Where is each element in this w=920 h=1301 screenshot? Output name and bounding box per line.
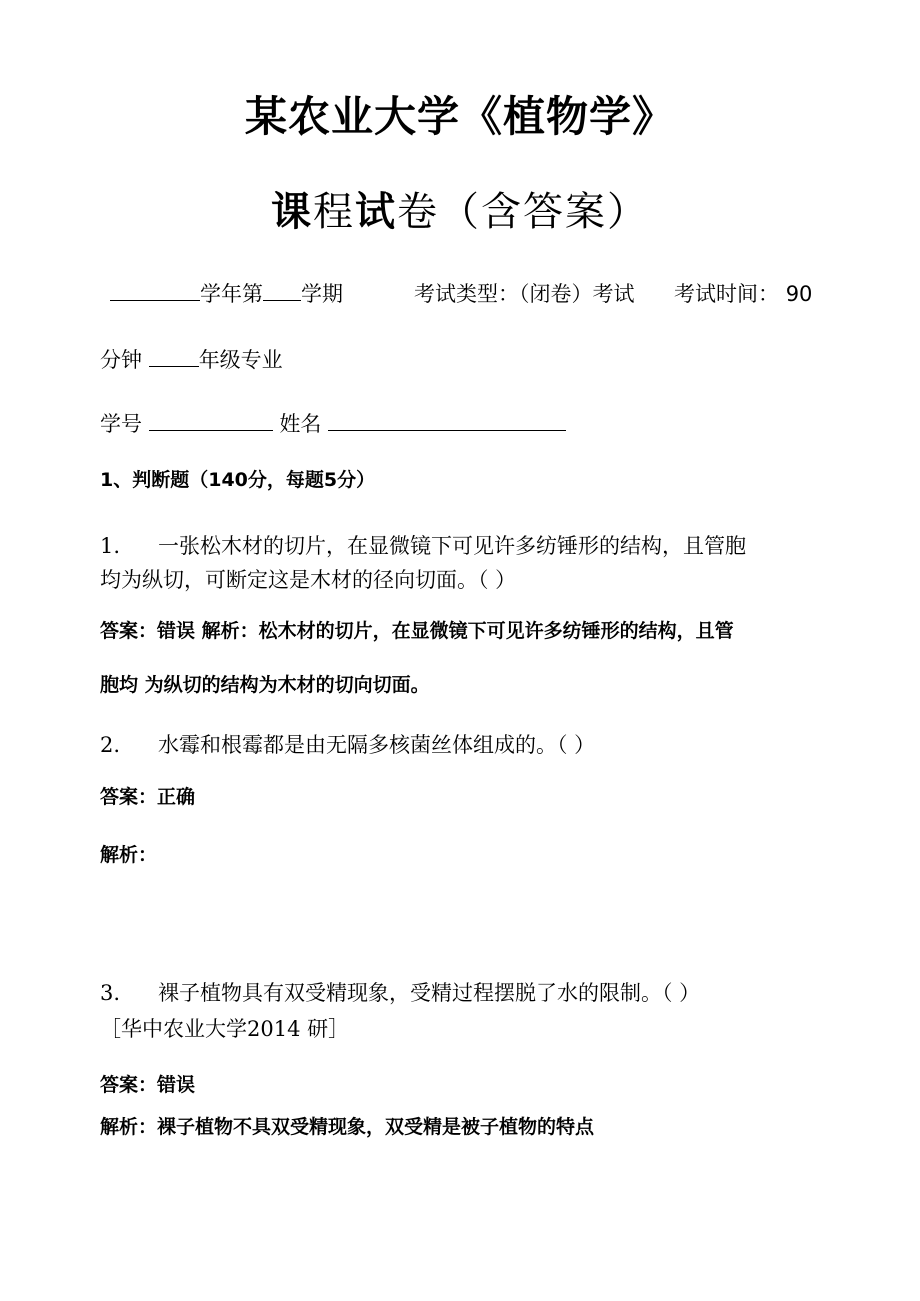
question-number: 3. (100, 981, 121, 1005)
question-3 (100, 977, 700, 1007)
student-id-label: 学号 (100, 412, 142, 436)
question-1-line-2: 均为纵切，可断定这是木材的径向切面。（ ） (100, 568, 517, 592)
question-text: 水霉和根霉都是由无隔多核菌丝体组成的。（ ） (158, 733, 596, 757)
question-3-answer: 答案：错误 (100, 1074, 196, 1096)
question-number: 1. (100, 534, 121, 558)
section-heading: 1、判断题（140分，每题5分） (100, 469, 376, 491)
question-text: 裸子植物具有双受精现象，受精过程摆脱了水的限制。（ ） (158, 981, 701, 1005)
question-3-source: ［华中农业大学2014 研］ (100, 1017, 350, 1041)
exam-time (674, 278, 812, 308)
subtitle-char-2: 程 (313, 189, 355, 235)
term-blank[interactable] (263, 282, 301, 301)
subtitle-rest: 卷（含答案） (397, 189, 649, 235)
grade-major-line (100, 344, 283, 374)
name-label: 姓名 (279, 412, 322, 436)
student-id-blank[interactable] (149, 412, 273, 431)
question-2 (100, 729, 595, 759)
name-blank[interactable] (328, 412, 566, 431)
exam-time-label: 考试时间： (674, 282, 779, 306)
page-subtitle (0, 180, 920, 237)
question-2-analysis: 解析： (100, 844, 158, 866)
subtitle-char-3: 试 (355, 189, 397, 235)
question-1 (100, 530, 746, 560)
exam-type: 考试类型：（闭卷）考试 (414, 282, 635, 306)
question-3-analysis: 解析：裸子植物不具双受精现象，双受精是被子植物的特点 (100, 1116, 595, 1138)
page-title: 某农业大学《植物学》 (244, 92, 675, 141)
minutes-unit: 分钟 (100, 348, 142, 372)
subtitle-char-1: 课 (271, 189, 313, 235)
grade-blank[interactable] (149, 348, 199, 367)
grade-major-label: 年级专业 (198, 348, 283, 372)
question-number: 2. (100, 733, 121, 757)
school-year-blank[interactable] (110, 282, 200, 301)
term-label: 学期 (301, 282, 343, 306)
student-info-line (100, 408, 566, 438)
question-2-answer: 答案：正确 (100, 786, 196, 808)
question-1-answer-line-2: 胞均 为纵切的结构为木材的切向切面。 (100, 674, 430, 696)
question-text: 一张松木材的切片，在显微镜下可见许多纺锤形的结构，且管胞 (158, 534, 746, 558)
school-year-line (110, 278, 343, 308)
school-year-label: 学年第 (200, 282, 263, 306)
question-1-answer: 答案：错误 解析：松木材的切片，在显微镜下可见许多纺锤形的结构，且管 (100, 620, 734, 642)
exam-time-value: 90 (785, 282, 813, 306)
